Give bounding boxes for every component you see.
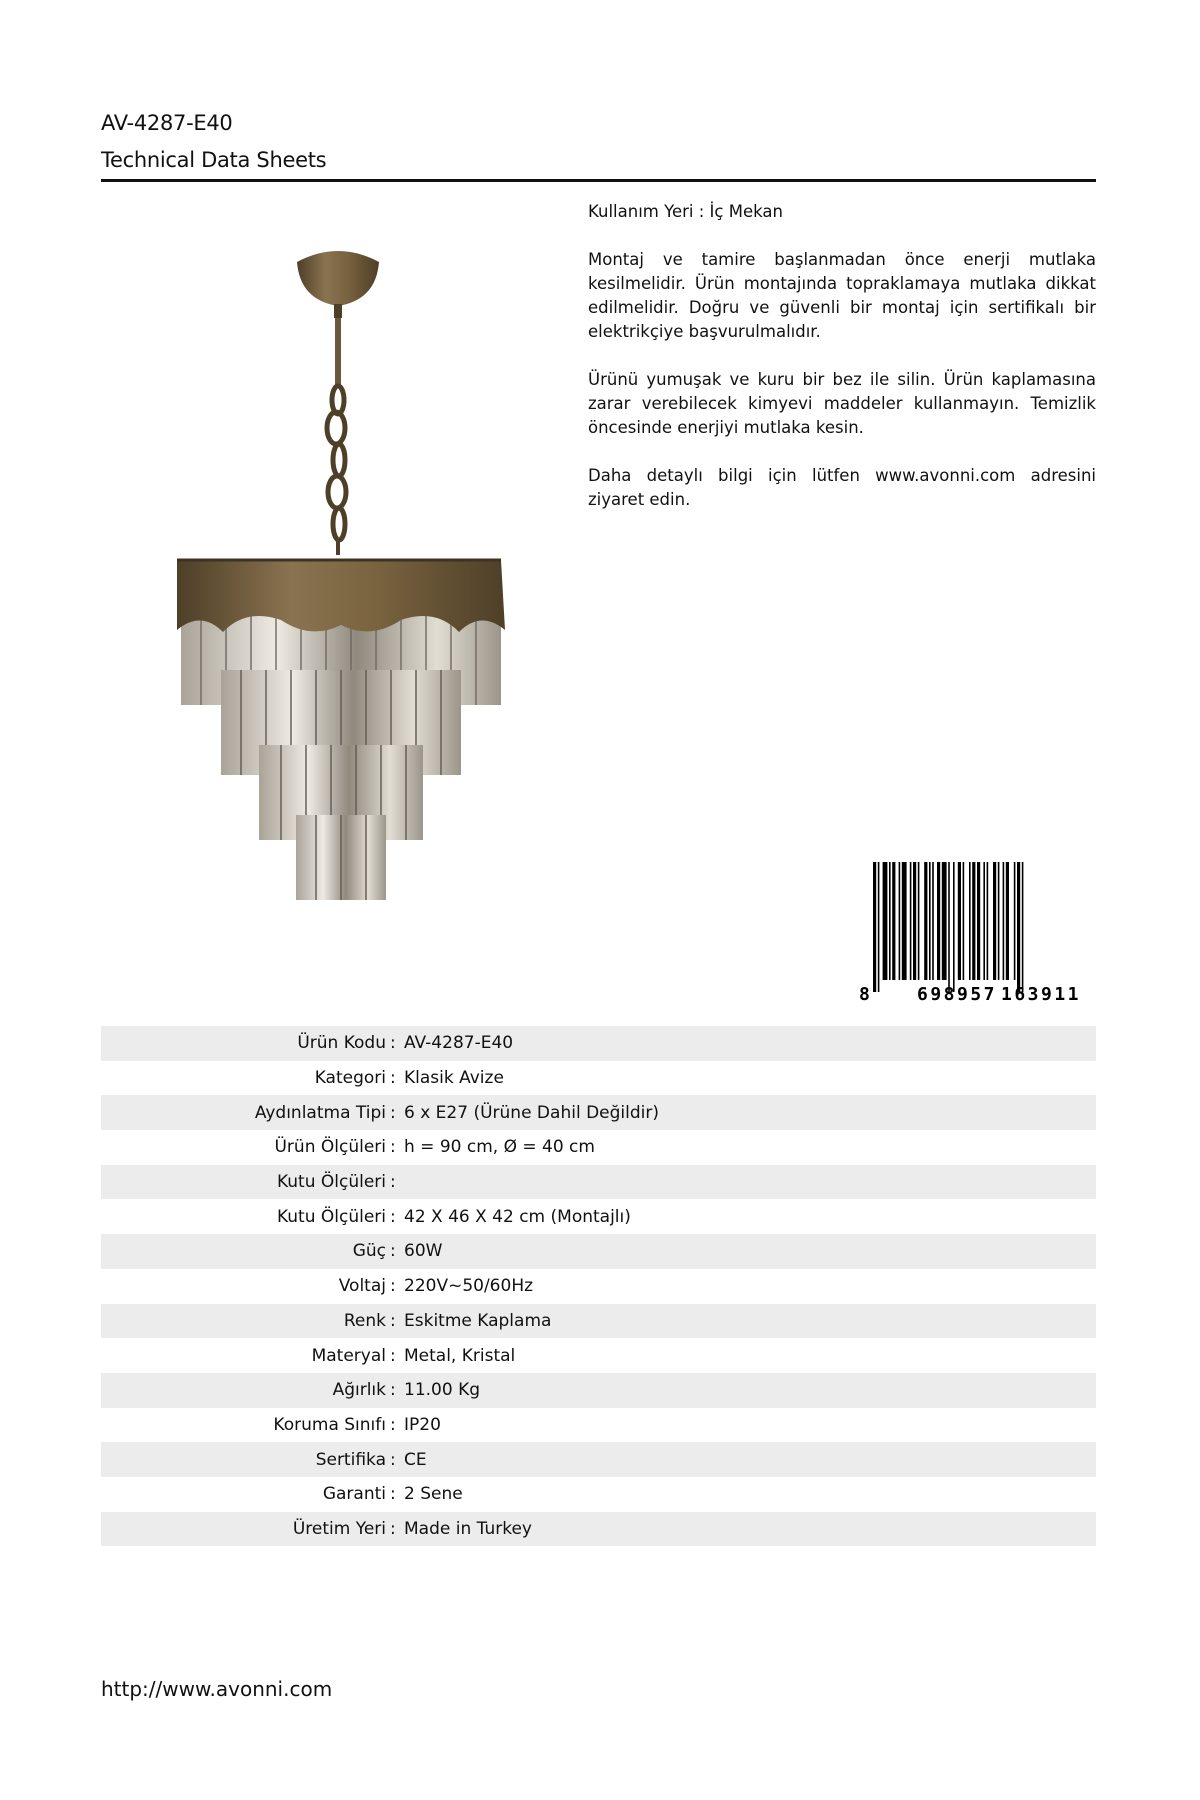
footer-url[interactable]: http://www.avonni.com	[101, 1677, 333, 1701]
usage-location: Kullanım Yeri : İç Mekan	[588, 202, 783, 221]
barcode-bar	[942, 862, 947, 980]
spec-row	[101, 1408, 1096, 1443]
product-code-title: AV-4287-E40	[101, 111, 233, 135]
spec-separator: :	[390, 1484, 396, 1505]
barcode-bar	[1014, 862, 1016, 980]
spec-label: Aydınlatma Tipi	[101, 1095, 390, 1130]
spec-label: Üretim Yeri	[101, 1512, 390, 1547]
spec-separator: :	[390, 1373, 402, 1408]
barcode-bar	[913, 862, 916, 980]
barcode-bar	[993, 862, 996, 980]
spec-row	[101, 1442, 1096, 1477]
spec-separator: :	[390, 1512, 402, 1547]
info-paragraph-website: Daha detaylı bilgi için lütfen www.avonni.com adresini ziyaret edin.	[588, 466, 1096, 509]
spec-value: 6 x E27 (Ürüne Dahil Değildir)	[402, 1095, 1096, 1130]
barcode-bar	[910, 862, 912, 980]
spec-row	[101, 1026, 1096, 1061]
spec-label: Koruma Sınıfı	[273, 1414, 386, 1435]
spec-row	[101, 1234, 1096, 1269]
barcode-bar	[1003, 862, 1005, 980]
barcode-bar	[892, 862, 895, 980]
spec-value: Klasik Avize	[404, 1068, 504, 1089]
product-barcode	[855, 862, 1095, 1002]
barcode-bar	[987, 862, 989, 980]
info-paragraph-cleaning: Ürünü yumuşak ve kuru bir bez ile silin. Ürün kaplamasına zarar verebilecek kimyevi maddeler kullanmayın. Temizlik öncesinde enerjiyi mutlaka kesin.	[588, 370, 1096, 437]
barcode-bar	[1006, 862, 1009, 980]
product-image	[101, 200, 581, 960]
barcode-bar	[953, 862, 955, 992]
spec-value: Metal, Kristal	[404, 1345, 516, 1366]
spec-separator: :	[390, 1442, 402, 1477]
chandelier-illustration	[101, 200, 581, 960]
spec-separator: :	[390, 1068, 396, 1089]
spec-value: h = 90 cm, Ø = 40 cm	[404, 1137, 595, 1158]
barcode-bar	[969, 862, 971, 980]
barcode-bar	[929, 862, 931, 980]
barcode-bar	[977, 862, 980, 980]
spec-label: Ürün Ölçüleri	[274, 1137, 386, 1158]
spec-value: CE	[402, 1442, 1096, 1477]
spec-value	[402, 1165, 1096, 1200]
info-paragraph-installation: Montaj ve tamire başlanmadan önce enerji mutlaka kesilmelidir. Ürün montajında topraklamaya mutlaka dikkat edilmelidir. Doğru ve güvenli bir montaj için sertifikalı bir elektrikçiye başvurulmalıdır.	[588, 250, 1096, 341]
spec-row	[101, 1095, 1096, 1130]
spec-separator: :	[390, 1276, 396, 1297]
spec-value: AV-4287-E40	[402, 1026, 1096, 1061]
barcode-digits: 698957	[917, 984, 998, 1002]
barcode-bar	[883, 862, 888, 980]
spec-separator: :	[390, 1234, 402, 1269]
barcode-bar	[1017, 862, 1020, 992]
spec-row	[101, 1304, 1096, 1339]
spec-row	[101, 1199, 1096, 1234]
barcode-bar	[1022, 862, 1024, 992]
spec-value: 2 Sene	[404, 1484, 463, 1505]
product-info-text	[588, 200, 1096, 536]
barcode-bar	[878, 862, 880, 992]
spec-row	[101, 1269, 1096, 1304]
spec-label: Kategori	[314, 1068, 386, 1089]
barcode-bar	[918, 862, 920, 980]
barcode-bar	[902, 862, 907, 980]
spec-label: Kutu Ölçüleri	[276, 1206, 386, 1227]
spec-separator: :	[390, 1414, 396, 1435]
barcode-bar	[963, 862, 965, 980]
barcode-digits: 163911	[1001, 984, 1082, 1002]
spec-value: 60W	[402, 1234, 1096, 1269]
spec-label: Sertifika	[101, 1442, 390, 1477]
barcode-bar	[983, 862, 985, 980]
spec-row	[101, 1061, 1096, 1096]
barcode-bar	[924, 862, 927, 980]
spec-value: Eskitme Kaplama	[402, 1304, 1096, 1339]
spec-value: 11.00 Kg	[402, 1373, 1096, 1408]
spec-row	[101, 1512, 1096, 1547]
spec-separator: :	[390, 1345, 396, 1366]
spec-value: 42 X 46 X 42 cm (Montajlı)	[404, 1206, 631, 1227]
spec-row	[101, 1338, 1096, 1373]
spec-label: Renk	[101, 1304, 390, 1339]
spec-row	[101, 1130, 1096, 1165]
spec-row	[101, 1165, 1096, 1200]
spec-table	[101, 1026, 1096, 1546]
document-subtitle: Technical Data Sheets	[101, 148, 327, 172]
barcode-bar	[958, 862, 961, 980]
spec-separator: :	[390, 1026, 402, 1061]
barcode-bar	[899, 862, 901, 980]
spec-label: Ağırlık	[101, 1373, 390, 1408]
header-divider	[101, 179, 1096, 182]
spec-row	[101, 1477, 1096, 1512]
spec-value: 220V~50/60Hz	[404, 1276, 534, 1297]
spec-separator: :	[390, 1165, 402, 1200]
spec-separator: :	[390, 1206, 396, 1227]
barcode-bar	[889, 862, 891, 980]
spec-label: Ürün Kodu	[101, 1026, 390, 1061]
spec-label: Voltaj	[338, 1276, 386, 1297]
barcode-bar	[998, 862, 1000, 980]
spec-row	[101, 1373, 1096, 1408]
barcode-bar	[873, 862, 876, 992]
spec-label: Güç	[101, 1234, 390, 1269]
barcode-bar	[932, 862, 934, 980]
spec-label: Materyal	[311, 1345, 386, 1366]
spec-label: Kutu Ölçüleri	[101, 1165, 390, 1200]
barcode-digits: 8	[859, 984, 873, 1002]
barcode-bar	[972, 862, 975, 980]
barcode-graphic	[855, 862, 1095, 1002]
spec-separator: :	[390, 1095, 402, 1130]
barcode-bar	[948, 862, 950, 992]
spec-value: Made in Turkey	[402, 1512, 1096, 1547]
spec-label: Garanti	[322, 1484, 386, 1505]
spec-separator: :	[390, 1304, 402, 1339]
spec-value: IP20	[404, 1414, 441, 1435]
spec-separator: :	[390, 1137, 396, 1158]
barcode-bar	[937, 862, 940, 980]
